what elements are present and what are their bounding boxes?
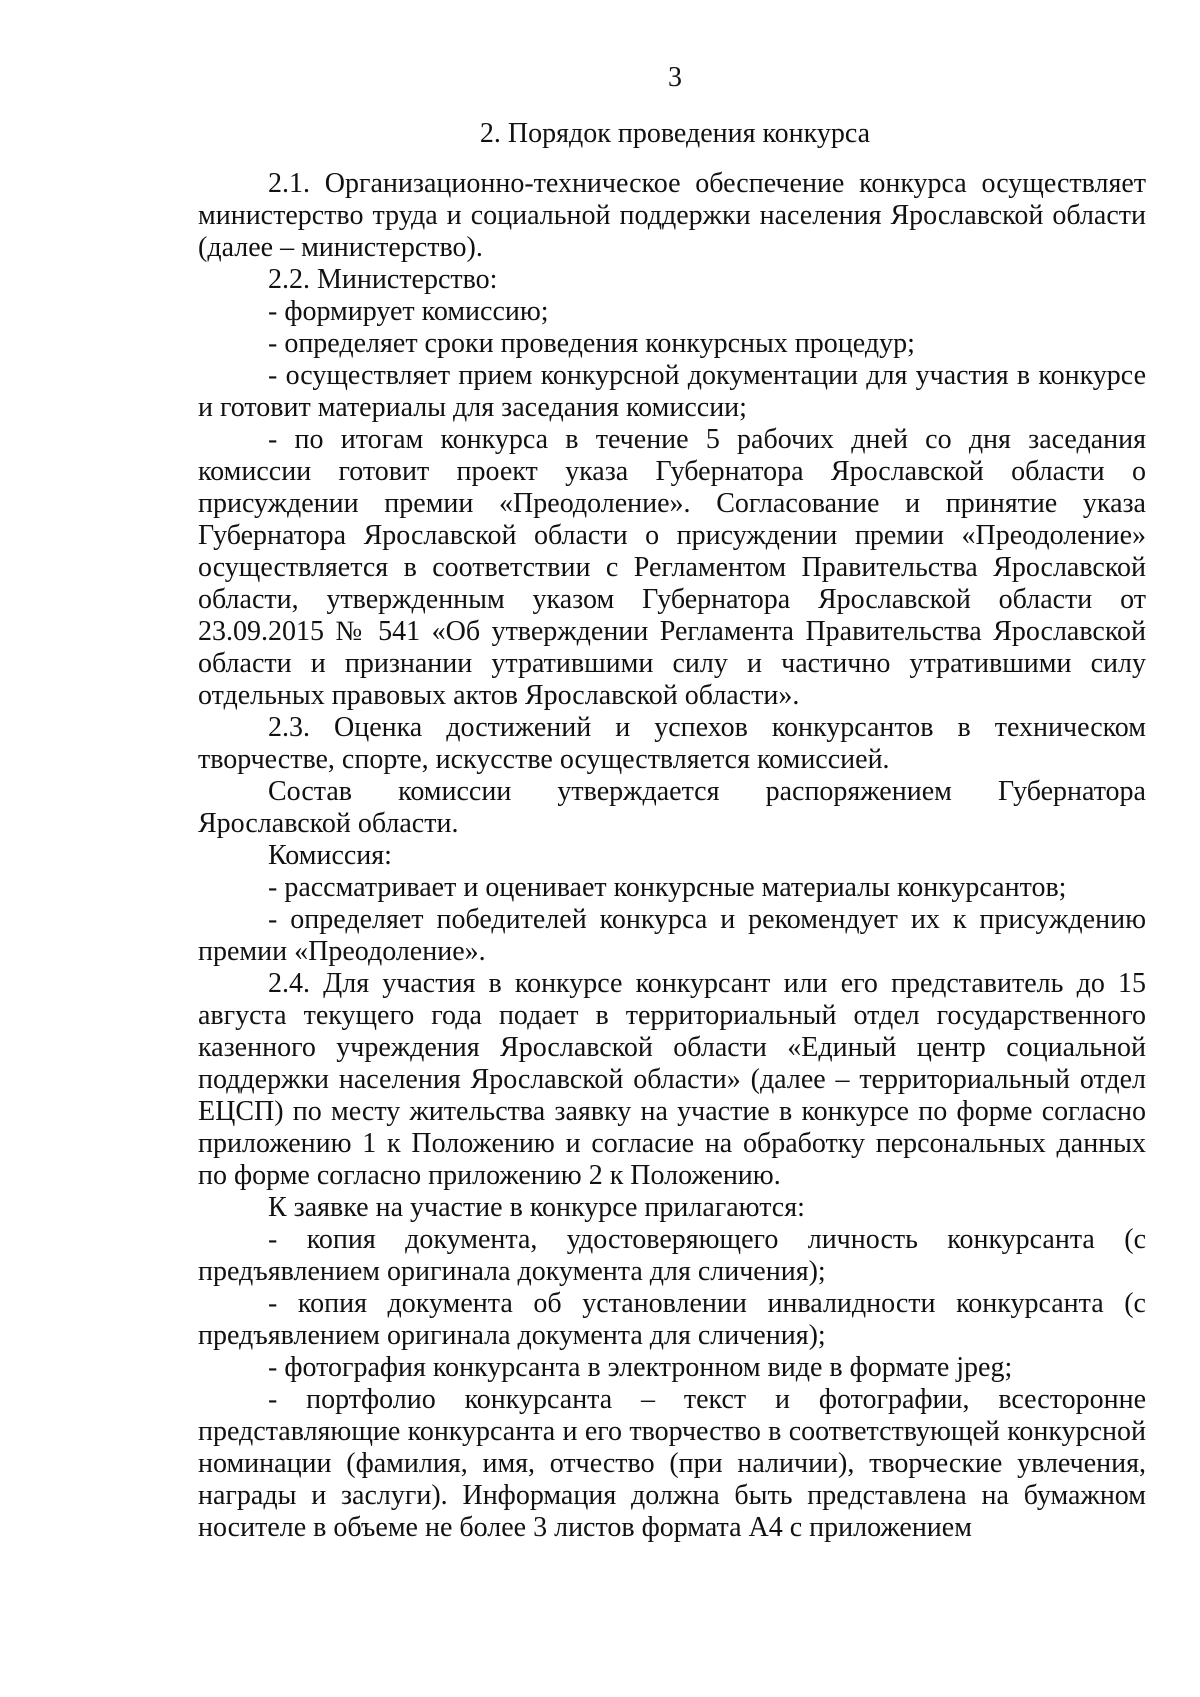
paragraph: Состав комиссии утверждается распоряжением Губернатора Ярославской области. <box>198 776 1146 839</box>
list-item: - копия документа, удостоверяющего личность конкурсанта (с предъявлением оригинала документа для сличения); <box>198 1224 1146 1287</box>
paragraph-2-3: 2.3. Оценка достижений и успехов конкурсантов в техническом творчестве, спорте, искусстве осуществляется комиссией. <box>198 712 1146 775</box>
list-item: - формирует комиссию; <box>268 296 549 327</box>
paragraph: Комиссия: <box>268 840 392 871</box>
list-item: - копия документа об установлении инвалидности конкурсанта (с предъявлением оригинала документа для сличения); <box>198 1288 1146 1351</box>
page-number: 3 <box>668 62 682 93</box>
section-title: 2. Порядок проведения конкурса <box>479 118 871 149</box>
list-item: - определяет победителей конкурса и рекомендует их к присуждению премии «Преодоление». <box>198 904 1146 967</box>
paragraph-2-2: 2.2. Министерство: <box>268 264 498 295</box>
list-item: - осуществляет прием конкурсной документации для участия в конкурсе и готовит материалы для заседания комиссии; <box>198 360 1146 423</box>
list-item: - фотография конкурсанта в электронном виде в формате jpeg; <box>268 1352 1013 1383</box>
paragraph-2-1: 2.1. Организационно-техническое обеспечение конкурса осуществляет министерство труда и социальной поддержки населения Ярославской области (далее – министерство). <box>198 168 1146 263</box>
document-body <box>198 168 1146 1544</box>
list-item: - портфолио конкурсанта – текст и фотографии, всесторонне представляющие конкурсанта и его творчество в соответствующей конкурсной номинации (фамилия, имя, отчество (при наличии), творческие увлечения, награды и заслуги). Информация должна быть представлена на бумажном носителе в объеме не более 3 листов формата А4 с приложением <box>198 1384 1146 1543</box>
paragraph: К заявке на участие в конкурсе прилагаются: <box>268 1192 805 1223</box>
list-item: - рассматривает и оценивает конкурсные материалы конкурсантов; <box>268 872 1067 903</box>
list-item: - определяет сроки проведения конкурсных процедур; <box>268 328 915 359</box>
paragraph-2-4: 2.4. Для участия в конкурсе конкурсант или его представитель до 15 августа текущего года подает в территориальный отдел государственного казенного учреждения Ярославской области «Единый центр социальной поддержки населения Ярославской области» (далее – территориальный отдел ЕЦСП) по месту жительства заявку на участие в конкурсе по форме согласно приложению 1 к Положению и согласие на обработку персональных данных по форме согласно приложению 2 к Положению. <box>198 968 1146 1191</box>
list-item: - по итогам конкурса в течение 5 рабочих дней со дня заседания комиссии готовит проект указа Губернатора Ярославской области о присуждении премии «Преодоление». Согласование и принятие указа Губернатора Ярославской области о присуждении премии «Преодоление» осуществляется в соответствии с Регламентом Правительства Ярославской области, утвержденным указом Губернатора Ярославской области от 23.09.2015 № 541 «Об утверждении Регламента Правительства Ярославской области и признании утратившими силу и частично утратившими силу отдельных правовых актов Ярославской области». <box>198 424 1146 711</box>
